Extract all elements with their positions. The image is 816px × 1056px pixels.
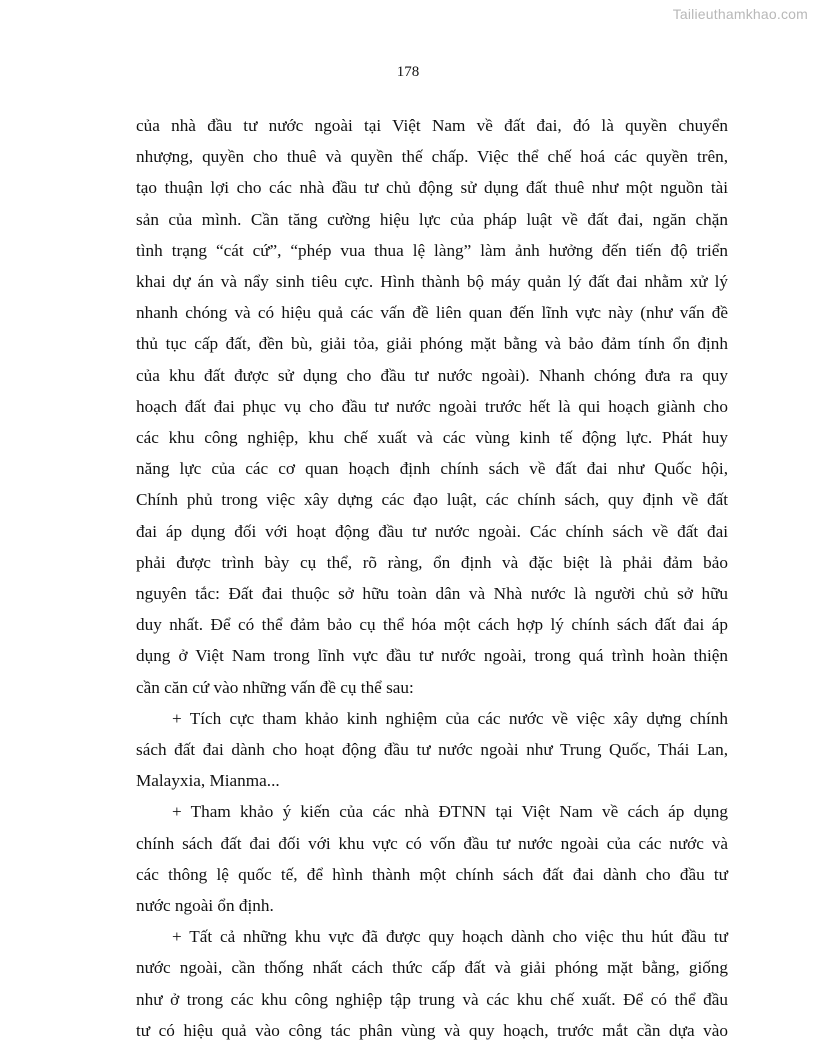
text-line: + Tất cả những khu vực đã được quy hoạch dành cho việc thu hút đầu tư (172, 927, 728, 947)
text-line: + Tích cực tham khảo kinh nghiệm của các nước về việc xây dựng chính (172, 708, 728, 728)
text-line: khai dự án và nẩy sinh tiêu cực. Hình thành bộ máy quản lý đất đai nhằm xử lý (136, 272, 728, 292)
document-body (136, 110, 728, 1046)
text-line: các thông lệ quốc tế, để hình thành một chính sách đất đai dành cho đầu tư (136, 864, 728, 884)
text-line: đai áp dụng đối với hoạt động đầu tư nước ngoài. Các chính sách về đất đai (136, 521, 728, 541)
text-line: sách đất đai dành cho hoạt động đầu tư nước ngoài như Trung Quốc, Thái Lan, (136, 740, 728, 760)
text-line: Malayxia, Mianma... (136, 771, 280, 791)
text-line: cần căn cứ vào những vấn đề cụ thể sau: (136, 677, 414, 697)
text-line: nguyên tắc: Đất đai thuộc sở hữu toàn dân và Nhà nước là người chủ sở hữu (136, 584, 728, 604)
text-line: của nhà đầu tư nước ngoài tại Việt Nam về đất đai, đó là quyền chuyển (136, 116, 728, 135)
text-line: tạo thuận lợi cho các nhà đầu tư chủ động sử dụng đất thuê như một nguồn tài (136, 178, 728, 198)
text-line: Chính phủ trong việc xây dựng các đạo luật, các chính sách, quy định về đất (136, 490, 728, 510)
bullet-paragraph-3 (136, 921, 728, 1046)
bullet-paragraph-1 (136, 703, 728, 797)
text-line: phải được trình bày cụ thể, rõ ràng, ổn định và đặc biệt là phải đảm bảo (136, 552, 728, 572)
text-line: tình trạng “cát cứ”, “phép vua thua lệ làng” làm ảnh hưởng đến tiến độ triển (136, 240, 728, 260)
text-line: nhượng, quyền cho thuê và quyền thế chấp. Việc thể chế hoá các quyền trên, (136, 147, 728, 167)
watermark-text: Tailieuthamkhao.com (672, 6, 808, 22)
text-line: chính sách đất đai đối với khu vực có vốn đầu tư nước ngoài của các nước và (136, 833, 728, 853)
page-number: 178 (396, 64, 420, 80)
text-line: duy nhất. Để có thể đảm bảo cụ thể hóa một cách hợp lý chính sách đất đai áp (136, 615, 728, 635)
paragraph-intro (136, 110, 728, 703)
text-line: + Tham khảo ý kiến của các nhà ĐTNN tại Việt Nam về cách áp dụng (172, 802, 728, 822)
text-line: hoạch đất đai phục vụ cho đầu tư nước ngoài trước hết là qui hoạch giành cho (136, 396, 728, 416)
text-line: nhanh chóng và có hiệu quả các vấn đề liên quan đến lĩnh vực này (như vấn đề (136, 303, 728, 323)
text-line: sản của mình. Cần tăng cường hiệu lực của pháp luật về đất đai, ngăn chặn (136, 209, 728, 229)
text-line: nước ngoài ổn định. (136, 896, 274, 916)
bullet-paragraph-2 (136, 796, 728, 921)
text-line: năng lực của các cơ quan hoạch định chính sách về đất đai như Quốc hội, (136, 459, 728, 479)
text-line: các khu công nghiệp, khu chế xuất và các vùng kinh tế động lực. Phát huy (136, 428, 728, 448)
text-line: dụng ở Việt Nam trong lĩnh vực đầu tư nước ngoài, trong quá trình hoàn thiện (136, 646, 728, 666)
text-line: nước ngoài, cần thống nhất cách thức cấp đất và giải phóng mặt bằng, giống (136, 958, 728, 978)
text-line: của khu đất được sử dụng cho đầu tư nước ngoài). Nhanh chóng đưa ra quy (136, 365, 728, 385)
text-line: thủ tục cấp đất, đền bù, giải tỏa, giải phóng mặt bằng và bảo đảm tính ổn định (136, 334, 728, 354)
text-line: như ở trong các khu công nghiệp tập trung và các khu chế xuất. Để có thể đầu (136, 989, 728, 1009)
text-line: tư có hiệu quả vào công tác phân vùng và quy hoạch, trước mắt cần dựa vào (136, 1020, 728, 1040)
